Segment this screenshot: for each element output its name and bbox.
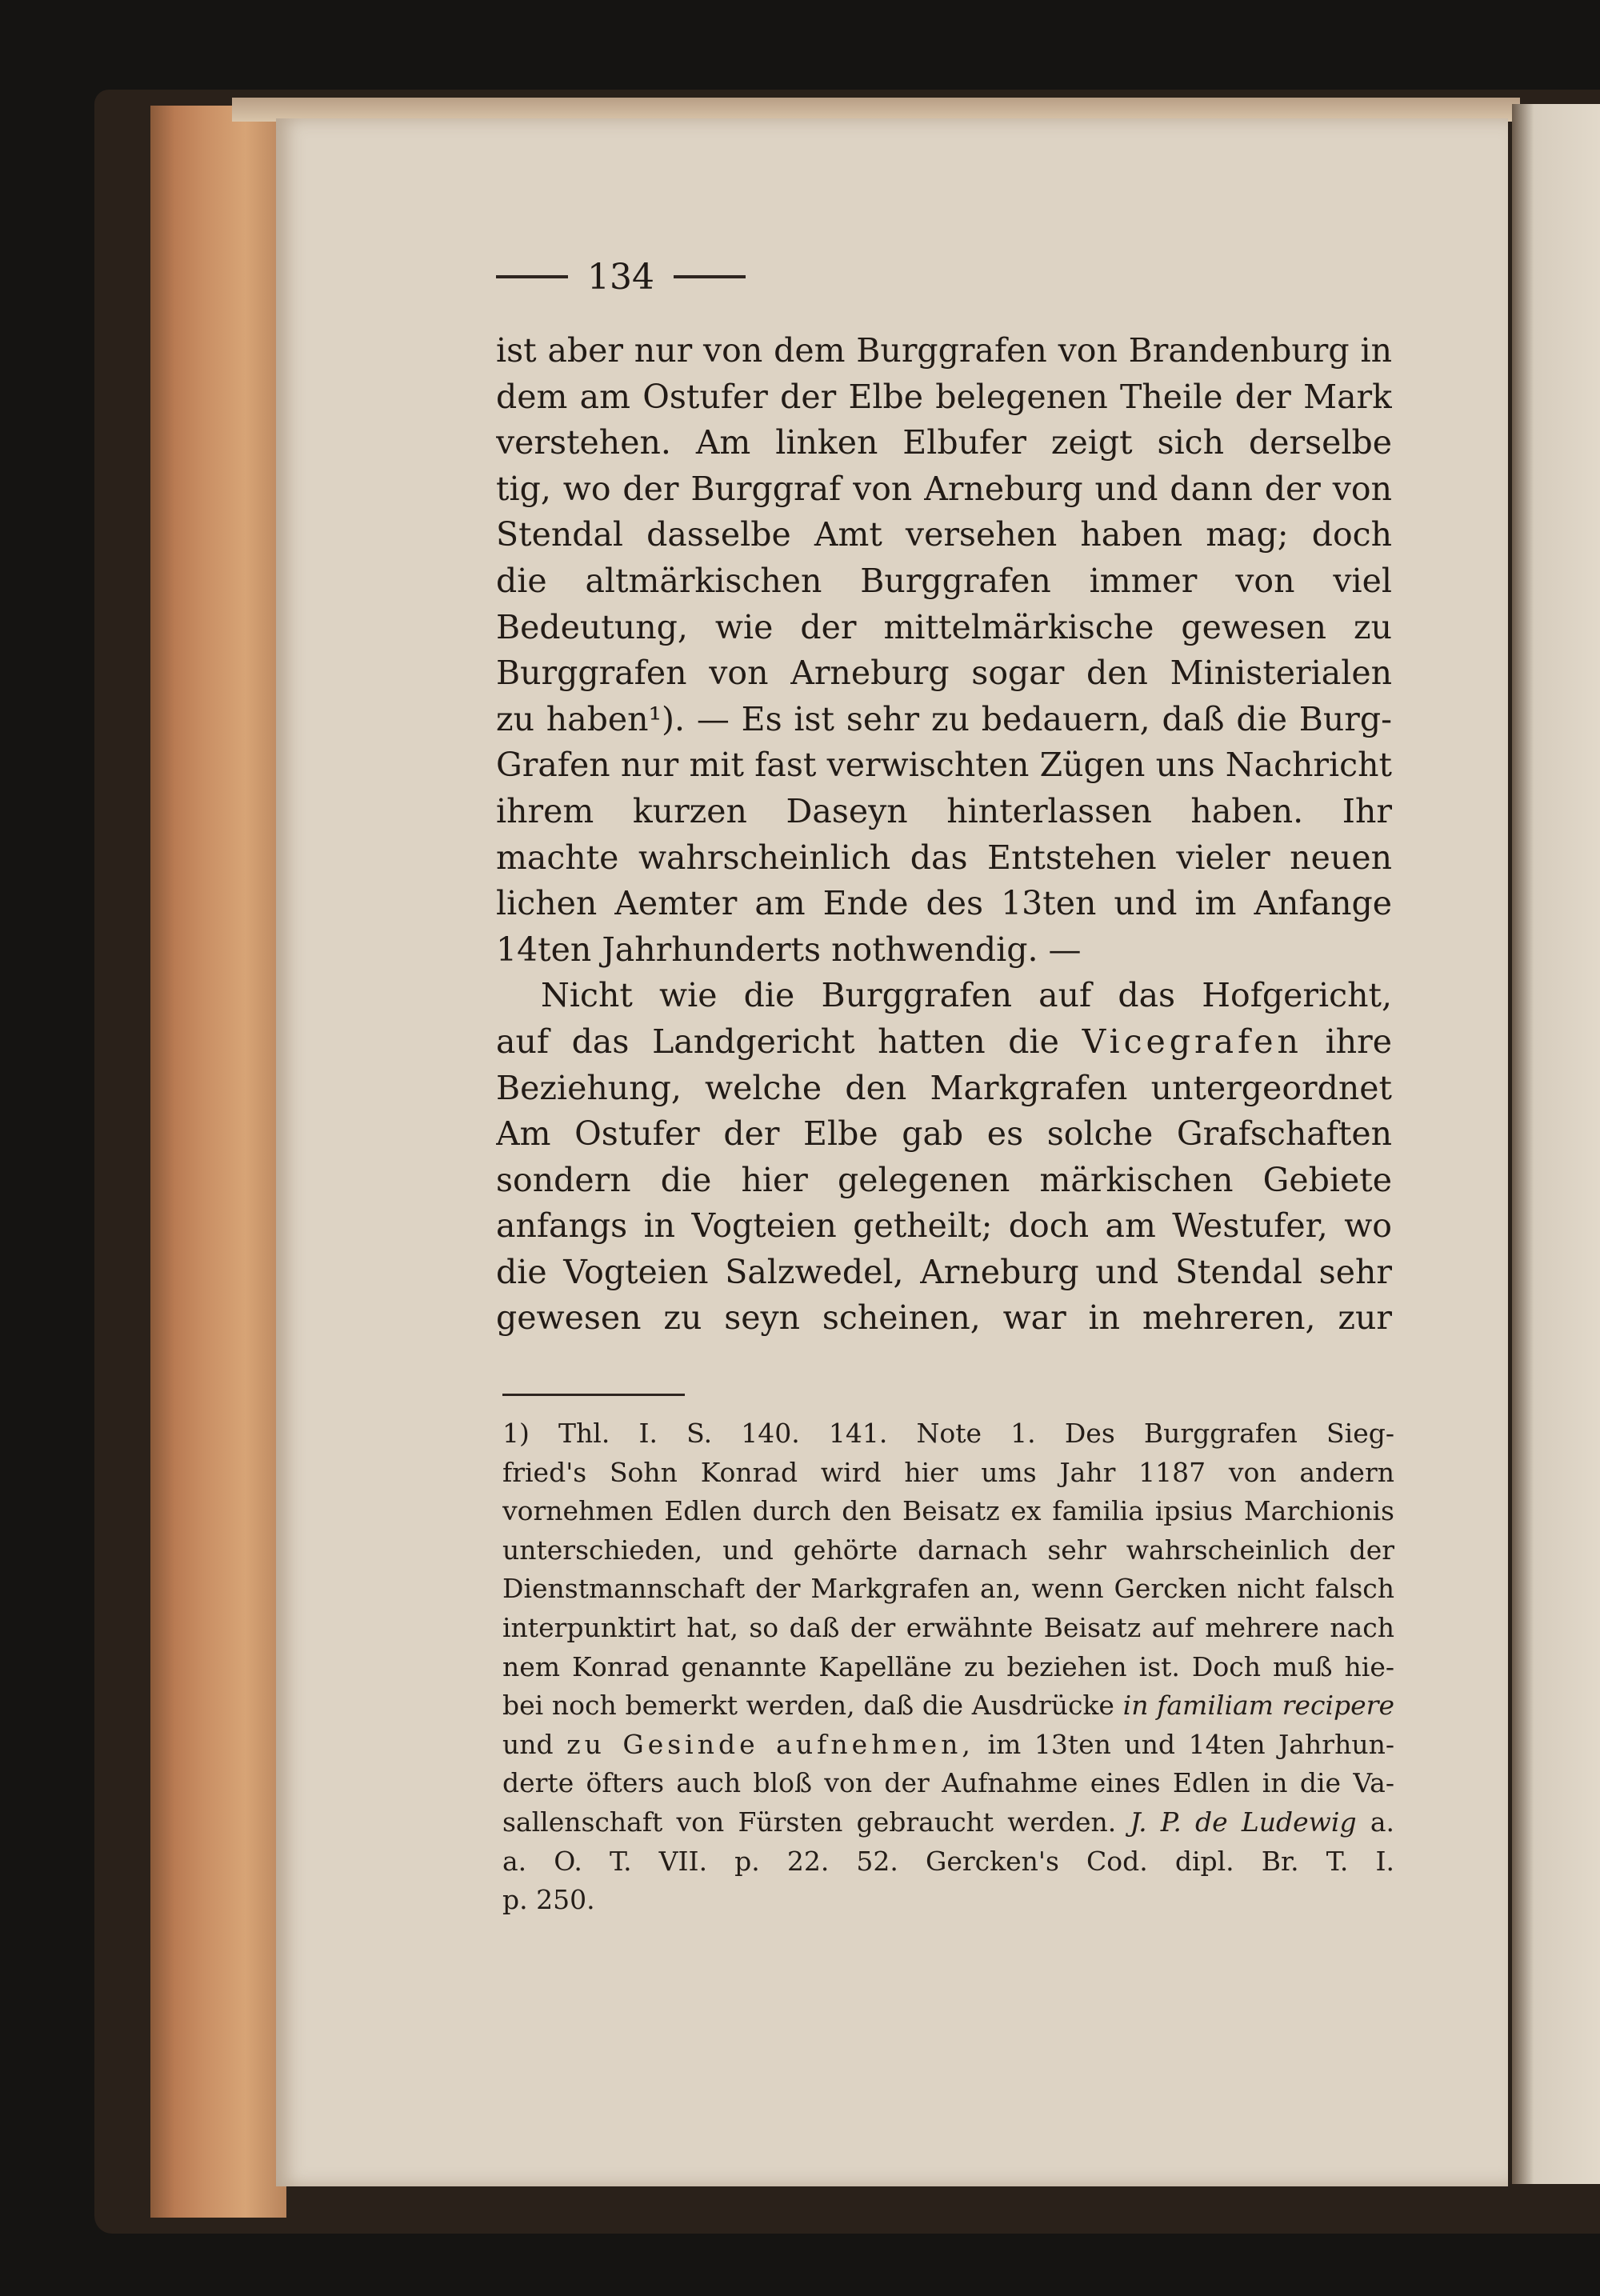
page-edges <box>150 106 286 2218</box>
text-line: zu haben¹). — Es ist sehr zu bedauern, daß die Burg- <box>496 699 1392 738</box>
latin-phrase: ex familia ipsius Marchionis <box>1010 1495 1394 1527</box>
page-header <box>496 253 1392 301</box>
text-line: sondern die hier gelegenen märkischen Gebiete <box>496 1160 1392 1199</box>
footnote-line: Dienstmannschaft der Markgrafen an, wenn Gercken nicht falsch <box>502 1573 1394 1605</box>
footnote-line: a. O. T. VII. p. 22. 52. Gercken's Cod. dipl. Br. T. I. <box>502 1845 1394 1877</box>
text-fragment: bei noch bemerkt werden, daß die Ausdrücke <box>502 1690 1114 1722</box>
text-line: die Vogteien Salzwedel, Arneburg und Stendal sehr <box>496 1252 1392 1291</box>
text-line: Bedeutung, wie der mittelmärkische gewesen zu <box>496 607 1392 646</box>
text-line: Nicht wie die Burggrafen auf das Hofgericht, <box>541 976 1392 1015</box>
spaced-term: zu Gesinde aufnehmen, <box>566 1728 974 1760</box>
text-line: Burggrafen von Arneburg sogar den Ministerialen <box>496 654 1392 693</box>
footnote-line: p. 250. <box>502 1884 595 1916</box>
header-dash-right <box>674 275 746 278</box>
footnote-line: fried's Sohn Konrad wird hier ums Jahr 1187 von andern <box>502 1456 1394 1488</box>
header-dash-left <box>496 275 568 278</box>
text-line: dem am Ostufer der Elbe belegenen Theile der Mark <box>496 377 1392 416</box>
text-line: Beziehung, welche den Markgrafen untergeordnet <box>496 1068 1392 1107</box>
text-line: 14ten Jahrhunderts nothwendig. — <box>496 930 1082 969</box>
footnote-line <box>502 1492 1394 1531</box>
text-fragment: im 13ten und 14ten Jahrhun- <box>987 1728 1394 1760</box>
page-number: 134 <box>587 256 654 298</box>
italic-phrase: in familiam recipere <box>1122 1690 1394 1722</box>
footnote-line <box>502 1803 1394 1842</box>
footnote-line: interpunktirt hat, so daß der erwähnte Beisatz auf mehrere nach <box>502 1611 1394 1643</box>
text-line <box>496 1019 1392 1066</box>
text-line: gewesen zu seyn scheinen, war in mehreren, zur <box>496 1298 1392 1338</box>
spaced-term: Vicegrafen <box>1082 1022 1302 1061</box>
text-line: verstehen. Am linken Elbufer zeigt sich derselbe <box>496 423 1392 462</box>
facing-page <box>1512 104 1600 2184</box>
text-line: ist aber nur von dem Burggrafen von Brandenburg in <box>496 331 1392 370</box>
text-line: anfangs in Vogteien getheilt; doch am Westufer, wo <box>496 1206 1392 1246</box>
text-line: Stendal dasselbe Amt versehen haben mag; doch <box>496 515 1392 554</box>
text-line: Am Ostufer der Elbe gab es solche Grafschaften <box>496 1114 1392 1154</box>
text-line: machte wahrscheinlich das Entstehen vieler neuen <box>496 838 1392 877</box>
footnote <box>502 1414 1394 1920</box>
text-fragment: und <box>502 1728 554 1760</box>
footnote-line: nem Konrad genannte Kapelläne zu beziehen ist. Doch muß hie- <box>502 1650 1394 1682</box>
text-fragment: vornehmen Edlen durch den Beisatz <box>502 1495 1000 1527</box>
text-fragment: auf das Landgericht hatten die <box>496 1022 1059 1061</box>
text-line: Grafen nur mit fast verwischten Zügen uns Nachricht <box>496 746 1392 785</box>
footnote-rule <box>502 1394 685 1396</box>
main-text <box>496 328 1392 1342</box>
text-line: lichen Aemter am Ende des 13ten und im Anfange <box>496 884 1392 923</box>
text-fragment: a. <box>1370 1806 1394 1838</box>
footnote-line <box>502 1686 1394 1726</box>
text-fragment: sallenschaft von Fürsten gebraucht werden. <box>502 1806 1117 1838</box>
footnote-line <box>502 1726 1394 1765</box>
text-line: tig, wo der Burggraf von Arneburg und dann der von <box>496 469 1392 508</box>
text-line: die altmärkischen Burggrafen immer von viel <box>496 561 1392 600</box>
italic-phrase: J. P. de Ludewig <box>1130 1806 1357 1838</box>
text-line: ihrem kurzen Daseyn hinterlassen haben. Ihr <box>496 791 1392 830</box>
footnote-line: derte öfters auch bloß von der Aufnahme eines Edlen in die Va- <box>502 1767 1394 1799</box>
footnote-line: 1) Thl. I. S. 140. 141. Note 1. Des Burggrafen Sieg- <box>502 1418 1394 1449</box>
footnote-line: unterschieden, und gehörte darnach sehr wahrscheinlich der <box>502 1534 1394 1566</box>
text-fragment: ihre <box>1325 1022 1392 1061</box>
